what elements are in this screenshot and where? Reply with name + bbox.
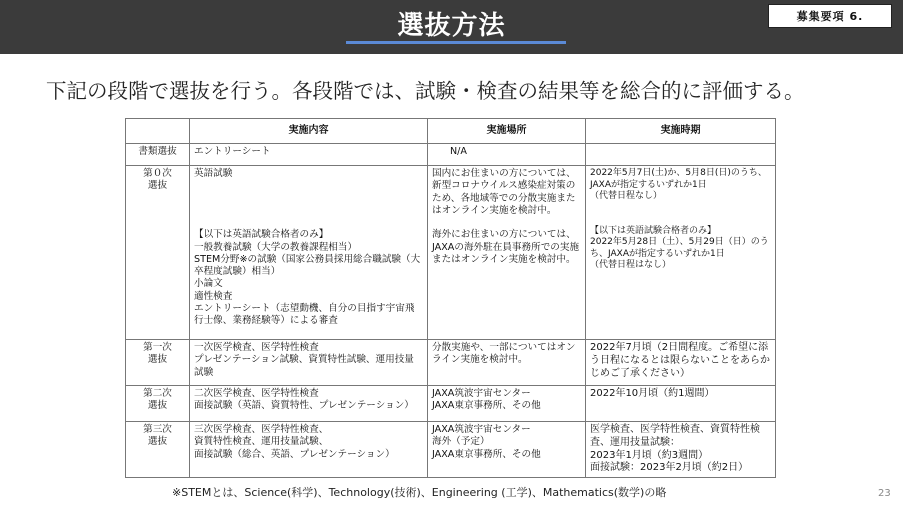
table-row-stage-3 bbox=[126, 422, 776, 478]
title-underline bbox=[346, 41, 566, 44]
stem-footnote: ※STEMとは、Science(科学)、Technology(技術)、Engineering (工学)、Mathematics(数学)の略 bbox=[172, 486, 667, 499]
time-cell bbox=[586, 144, 776, 166]
content-cell: 二次医学検査、医学特性検査 面接試験（英語、資質特性、プレゼンテーション） bbox=[190, 386, 428, 422]
selection-schedule-table bbox=[125, 118, 776, 478]
table-row-document-screening bbox=[126, 144, 776, 166]
column-header-content: 実施内容 bbox=[190, 119, 428, 144]
content-cell: エントリーシート bbox=[190, 144, 428, 166]
column-header-stage bbox=[126, 119, 190, 144]
stage-cell: 第一次 選抜 bbox=[126, 340, 190, 386]
stage-cell: 第二次 選抜 bbox=[126, 386, 190, 422]
content-cell: 一次医学検査、医学特性検査 プレゼンテーション試験、資質特性試験、運用技量試験 bbox=[190, 340, 428, 386]
column-header-place: 実施場所 bbox=[428, 119, 586, 144]
stage-cell: 第０次 選抜 bbox=[126, 166, 190, 340]
page-title: 選抜方法 bbox=[397, 11, 506, 41]
table-row-stage-1 bbox=[126, 340, 776, 386]
time-cell: 2022年5月7日(土)か、5月8日(日)のうち、JAXAが指定するいずれか1日 （代替日程なし） 【以下は英語試験合格者のみ】 2022年5月28日（土）、5月29日（日）のうち、JAXAが指定するいずれか1日 （代替日程はなし） bbox=[586, 166, 776, 340]
section-badge: 募集要項 6. bbox=[768, 4, 892, 28]
column-header-time: 実施時期 bbox=[586, 119, 776, 144]
content-cell: 英語試験 【以下は英語試験合格者のみ】 一般教養試験（大学の教養課程相当） STEM分野※の試験（国家公務員採用総合職試験（大卒程度試験）相当） 小論文 適性検査 エントリーシート（志望動機、自分の目指す宇宙飛行士像、業務経験等）による審査 bbox=[190, 166, 428, 340]
content-cell: 三次医学検査、医学特性検査、 資質特性検査、運用技量試験、 面接試験（総合、英語、プレゼンテーション） bbox=[190, 422, 428, 478]
place-cell: 分散実施や、一部についてはオンライン実施を検討中。 bbox=[428, 340, 586, 386]
table-header-row bbox=[126, 119, 776, 144]
table-row-stage-0 bbox=[126, 166, 776, 340]
page-number: 23 bbox=[878, 488, 891, 499]
place-cell: JAXA筑波宇宙センター 海外（予定） JAXA東京事務所、その他 bbox=[428, 422, 586, 478]
place-cell: 国内にお住まいの方については、新型コロナウイルス感染症対策のため、各地域等での分散実施またはオンライン実施を検討中。 海外にお住まいの方については、JAXAの海外駐在員事務所での実施またはオンライン実施を検討中。 bbox=[428, 166, 586, 340]
table-row-stage-2 bbox=[126, 386, 776, 422]
stage-cell: 書類選抜 bbox=[126, 144, 190, 166]
time-cell: 2022年7月頃（2日間程度。ご希望に添う日程になるとは限らないことをあらかじめご了承ください） bbox=[586, 340, 776, 386]
place-cell: JAXA筑波宇宙センター JAXA東京事務所、その他 bbox=[428, 386, 586, 422]
place-cell: N/A bbox=[428, 144, 586, 166]
stage-cell: 第三次 選抜 bbox=[126, 422, 190, 478]
time-cell: 2022年10月頃（約1週間） bbox=[586, 386, 776, 422]
page-subtitle: 下記の段階で選抜を行う。各段階では、試験・検査の結果等を総合的に評価する。 bbox=[46, 79, 805, 103]
time-cell: 医学検査、医学特性検査、資質特性検査、運用技量試験： 2023年1月頃（約3週間） 面接試験：2023年2月頃（約2日） bbox=[586, 422, 776, 478]
